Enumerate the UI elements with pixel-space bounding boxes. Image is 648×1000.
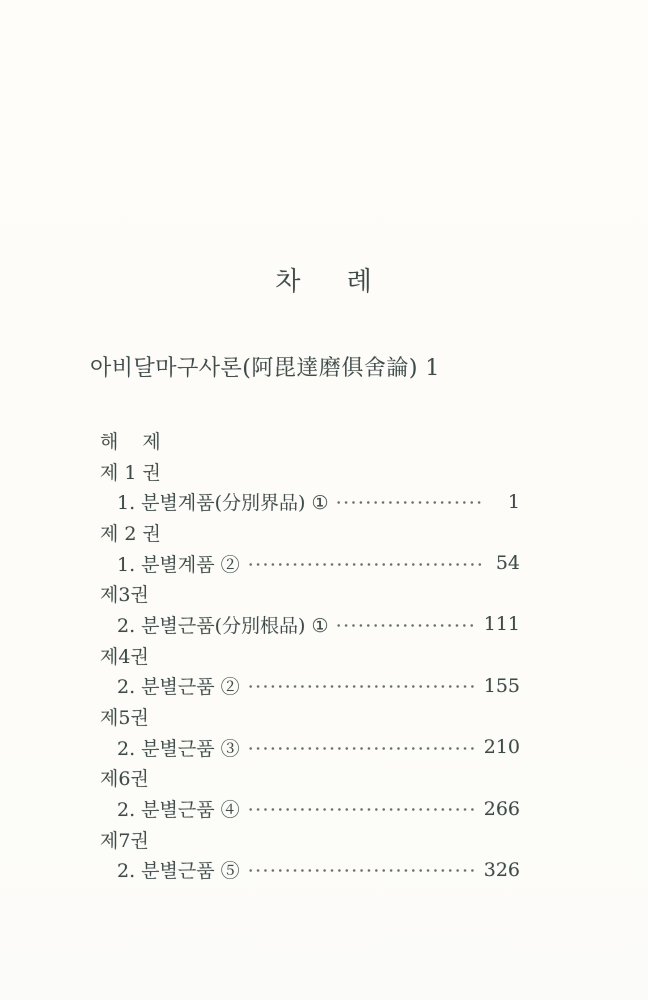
toc-chapter-row bbox=[100, 517, 524, 548]
entry-label: 2. 분별근품 ② bbox=[117, 676, 240, 699]
toc-entry-row bbox=[100, 671, 524, 702]
book-title: 아비달마구사론(阿毘達磨俱舍論) 1 bbox=[90, 356, 440, 381]
entry-page-number: 210 bbox=[483, 736, 520, 759]
entry-label: 2. 분별근품 ⑤ bbox=[117, 860, 240, 883]
toc-entry-row bbox=[100, 793, 524, 824]
toc-chapter-row bbox=[100, 763, 524, 794]
toc-entry-row bbox=[100, 548, 524, 579]
entry-label: 1. 분별계품(分別界品) ① bbox=[117, 492, 329, 515]
chapter-label: 제3권 bbox=[100, 584, 149, 607]
dot-leader bbox=[247, 682, 476, 691]
chapter-label: 제 2 권 bbox=[100, 522, 161, 545]
chapter-label: 제7권 bbox=[100, 829, 149, 852]
entry-page-number: 155 bbox=[483, 674, 520, 697]
chapter-label: 제 1 권 bbox=[100, 461, 161, 484]
toc-chapter-row bbox=[100, 456, 524, 487]
toc-entry-row bbox=[100, 609, 524, 640]
entry-label: 2. 분별근품(分別根品) ① bbox=[117, 614, 329, 637]
toc-chapter-row bbox=[100, 640, 524, 671]
entry-page-number: 266 bbox=[483, 797, 520, 820]
dot-leader bbox=[247, 744, 476, 753]
dot-leader bbox=[335, 498, 484, 507]
toc-chapter-row bbox=[100, 578, 524, 609]
chapter-label: 제6권 bbox=[100, 768, 149, 791]
toc-entry-row bbox=[100, 855, 524, 886]
dot-leader bbox=[247, 866, 476, 875]
chapter-label: 제5권 bbox=[100, 707, 149, 730]
toc-chapter-row bbox=[100, 824, 524, 855]
entry-label: 1. 분별계품 ② bbox=[117, 553, 240, 576]
entry-page-number: 111 bbox=[483, 613, 520, 636]
dot-leader bbox=[335, 621, 475, 630]
toc-title: 차 례 bbox=[275, 267, 373, 297]
entry-page-number: 54 bbox=[495, 552, 520, 575]
entry-label: 2. 분별근품 ④ bbox=[117, 799, 240, 822]
toc-entry-row bbox=[100, 732, 524, 763]
chapter-label: 제4권 bbox=[100, 645, 149, 668]
entry-page-number: 1 bbox=[507, 490, 520, 513]
toc-entry-row bbox=[100, 486, 524, 517]
toc-list bbox=[100, 425, 524, 885]
dot-leader bbox=[247, 805, 476, 814]
entry-label: 2. 분별근품 ③ bbox=[117, 737, 240, 760]
toc-chapter-row bbox=[100, 701, 524, 732]
toc-section-row bbox=[100, 425, 524, 456]
section-label: 해 제 bbox=[100, 430, 161, 453]
dot-leader bbox=[247, 560, 484, 569]
entry-page-number: 326 bbox=[483, 858, 520, 881]
